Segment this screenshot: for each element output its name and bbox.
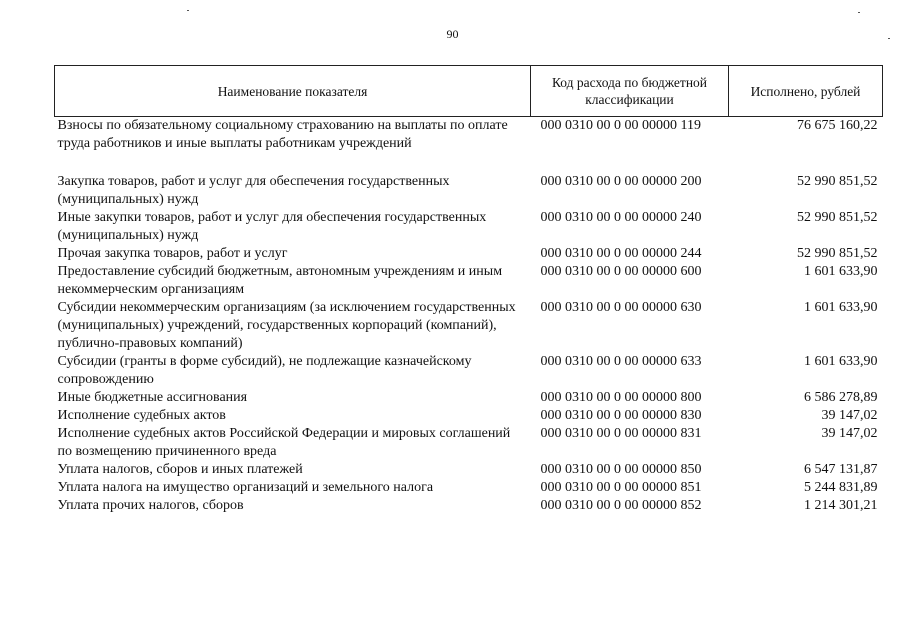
indicator-name: Уплата налога на имущество организаций и земельного налога [57, 480, 434, 495]
executed-amount: 5 244 831,89 [804, 480, 878, 495]
expense-code: 000 0310 00 0 00 00000 244 [540, 246, 702, 261]
table-row [55, 461, 883, 479]
indicator-name: Субсидии (гранты в форме субсидий), не подлежащие казначейскому сопровождению [57, 354, 472, 387]
executed-amount: 39 147,02 [821, 408, 878, 423]
indicator-name: Прочая закупка товаров, работ и услуг [57, 246, 288, 261]
table-row [55, 299, 883, 353]
executed-amount: 52 990 851,52 [797, 210, 878, 225]
indicator-name: Предоставление субсидий бюджетным, автономным учреждениям и иным некоммерческим организациям [57, 264, 503, 297]
expense-code: 000 0310 00 0 00 00000 119 [540, 118, 701, 133]
indicator-name: Иные закупки товаров, работ и услуг для обеспечения государственных (муниципальных) нужд [57, 210, 487, 243]
table-row [55, 263, 883, 299]
indicator-name: Взносы по обязательному социальному страхованию на выплаты по оплате труда работников и иные выплаты работникам учреждений [57, 118, 508, 151]
executed-amount: 76 675 160,22 [797, 118, 878, 133]
executed-amount: 52 990 851,52 [797, 246, 878, 261]
table-row [55, 117, 883, 154]
budget-table [54, 65, 883, 515]
expense-code: 000 0310 00 0 00 00000 851 [540, 480, 702, 495]
table-row [55, 479, 883, 497]
table-row [55, 389, 883, 407]
indicator-name: Уплата налогов, сборов и иных платежей [57, 462, 303, 477]
table-row [55, 407, 883, 425]
expense-code: 000 0310 00 0 00 00000 200 [540, 174, 702, 189]
header-expense-code: Код расхода по бюджетной классификации [531, 66, 729, 117]
expense-code: 000 0310 00 0 00 00000 831 [540, 426, 702, 441]
executed-amount: 1 601 633,90 [804, 300, 878, 315]
expense-code: 000 0310 00 0 00 00000 240 [540, 210, 702, 225]
expense-code: 000 0310 00 0 00 00000 630 [540, 300, 702, 315]
expense-code: 000 0310 00 0 00 00000 800 [540, 390, 702, 405]
scan-speck [888, 38, 890, 39]
table-header-row [55, 66, 883, 117]
executed-amount: 6 586 278,89 [804, 390, 878, 405]
indicator-name: Исполнение судебных актов Российской Федерации и мировых соглашений по возмещению причиненного вреда [57, 426, 511, 459]
executed-amount: 52 990 851,52 [797, 174, 878, 189]
header-executed-amount: Исполнено, рублей [729, 66, 883, 117]
expense-code: 000 0310 00 0 00 00000 830 [540, 408, 702, 423]
executed-amount: 39 147,02 [821, 426, 878, 441]
row-spacer [55, 153, 883, 173]
table-row [55, 245, 883, 263]
table-row [55, 497, 883, 515]
expense-code: 000 0310 00 0 00 00000 850 [540, 462, 702, 477]
indicator-name: Уплата прочих налогов, сборов [57, 498, 244, 513]
header-indicator-name: Наименование показателя [55, 66, 531, 117]
indicator-name: Иные бюджетные ассигнования [57, 390, 248, 405]
table-row [55, 353, 883, 389]
expense-code: 000 0310 00 0 00 00000 633 [540, 354, 702, 369]
executed-amount: 1 601 633,90 [804, 354, 878, 369]
page-number: 90 [446, 27, 459, 41]
executed-amount: 6 547 131,87 [804, 462, 878, 477]
expense-code: 000 0310 00 0 00 00000 852 [540, 498, 702, 513]
executed-amount: 1 214 301,21 [804, 498, 878, 513]
indicator-name: Субсидии некоммерческим организациям (за исключением государственных (муниципальных) учреждений, государственных корпораций (компаний), публично-правовых компаний) [57, 300, 516, 351]
executed-amount: 1 601 633,90 [804, 264, 878, 279]
scan-speck [858, 12, 860, 13]
table-row [55, 209, 883, 245]
scan-speck [187, 10, 189, 11]
table-row [55, 425, 883, 461]
indicator-name: Закупка товаров, работ и услуг для обеспечения государственных (муниципальных) нужд [57, 174, 450, 207]
indicator-name: Исполнение судебных актов [57, 408, 226, 423]
table-row [55, 173, 883, 209]
expense-code: 000 0310 00 0 00 00000 600 [540, 264, 702, 279]
